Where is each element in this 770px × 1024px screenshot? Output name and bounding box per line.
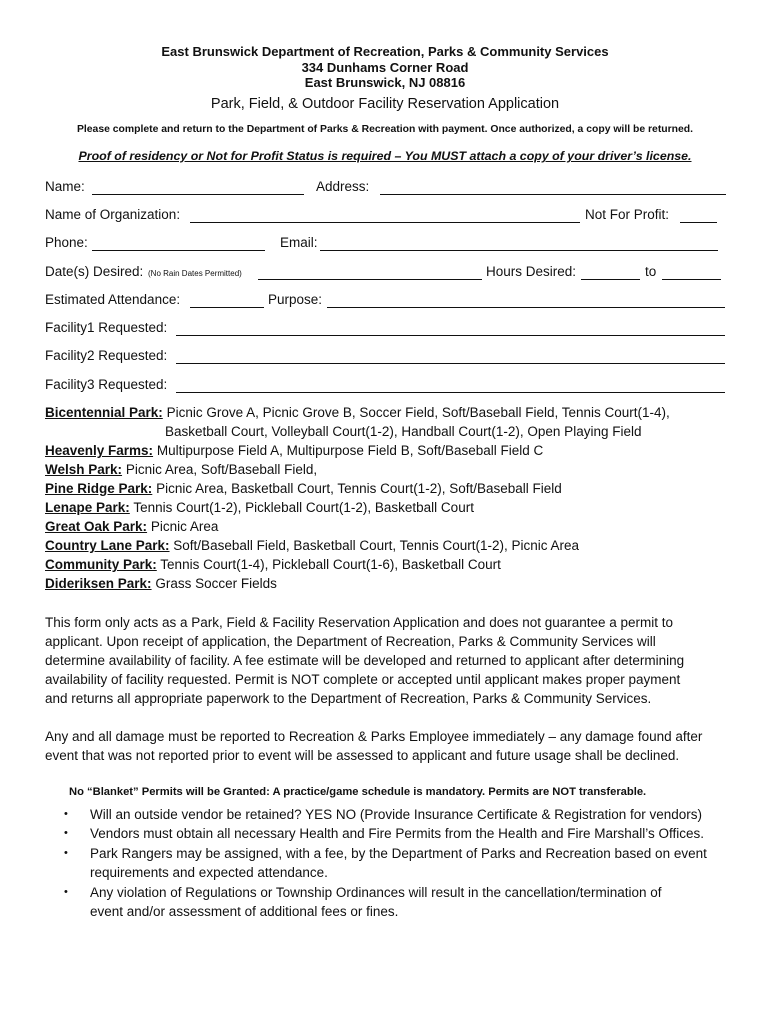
dates-note: (No Rain Dates Permitted): [148, 269, 242, 278]
facility3-field[interactable]: [176, 392, 725, 393]
park-name: Lenape Park:: [45, 500, 130, 515]
email-field[interactable]: [320, 250, 718, 251]
hours-end-field[interactable]: [662, 279, 721, 280]
hours-to-label: to: [645, 264, 657, 279]
list-item: [62, 883, 707, 922]
blanket-permit-notice: No “Blanket” Permits will be Granted: A practice/game schedule is mandatory. Permits are NOT transferable.: [69, 786, 647, 798]
park-entry-welsh: [45, 462, 317, 477]
facility1-field[interactable]: [176, 335, 725, 336]
bullet-text: Any violation of Regulations or Township Ordinances will result in the cancellation/termination of: [90, 884, 662, 900]
instructions: Please complete and return to the Department of Parks & Recreation with payment. Once authorized, a copy will be returned.: [76, 124, 694, 135]
residency-notice: Proof of residency or Not for Profit Status is required – You MUST attach a copy of your driver’s license.: [78, 149, 692, 163]
organization-label: Name of Organization:: [45, 207, 181, 222]
park-name: Country Lane Park:: [45, 538, 170, 553]
phone-field[interactable]: [92, 250, 265, 251]
dates-label: Date(s) Desired:: [45, 264, 144, 279]
hours-label: Hours Desired:: [486, 264, 577, 279]
name-label: Name:: [45, 179, 85, 194]
park-entry-community: [45, 557, 501, 572]
park-facilities: Picnic Area, Basketball Court, Tennis Court(1-2), Soft/Baseball Field: [156, 481, 562, 496]
park-facilities: Picnic Area, Soft/Baseball Field,: [125, 462, 318, 477]
attendance-field[interactable]: [190, 307, 264, 308]
list-item: [62, 824, 707, 843]
park-entry-pine-ridge: [45, 481, 562, 496]
park-facilities: Picnic Area: [150, 519, 219, 534]
park-facilities-continued: Basketball Court, Volleyball Court(1-2), Handball Court(1-2), Open Playing Field: [165, 424, 642, 439]
paragraph-line: Any and all damage must be reported to Recreation & Parks Employee immediately – any damage found after: [45, 729, 703, 744]
bullet-text-continued: requirements and expected attendance.: [90, 865, 328, 881]
disclaimer-paragraph: [45, 613, 684, 708]
park-entry-heavenly-farms: [45, 443, 543, 458]
hours-start-field[interactable]: [581, 279, 640, 280]
bullet-text-continued: event and/or assessment of additional fees or fines.: [90, 904, 399, 920]
org-name: East Brunswick Department of Recreation, Parks & Community Services: [161, 44, 609, 59]
park-name: Bicentennial Park:: [45, 405, 163, 420]
bullet-icon: •: [64, 827, 68, 840]
park-entry-great-oak: [45, 519, 218, 534]
park-facilities: Soft/Baseball Field, Basketball Court, Tennis Court(1-2), Picnic Area: [173, 538, 579, 553]
list-item: [62, 805, 707, 824]
bullet-icon: •: [64, 885, 68, 898]
not-for-profit-label: Not For Profit:: [585, 207, 670, 222]
address-label: Address:: [316, 179, 370, 194]
facility2-field[interactable]: [176, 363, 725, 364]
bullet-text: Vendors must obtain all necessary Health and Fire Permits from the Health and Fire Marshall’s Offices.: [90, 826, 705, 842]
paragraph-line: determine availability of facility. A fee estimate will be developed and returned to applicant after determining: [45, 653, 685, 668]
park-name: Dideriksen Park:: [45, 576, 152, 591]
purpose-field[interactable]: [327, 307, 725, 308]
park-name: Heavenly Farms:: [45, 443, 154, 458]
park-entry-dideriksen: [45, 576, 277, 591]
bullet-icon: •: [64, 846, 68, 859]
park-entry-country-lane: [45, 538, 579, 553]
organization-field[interactable]: [190, 222, 580, 223]
park-name: Community Park:: [45, 557, 157, 572]
facility1-label: Facility1 Requested:: [45, 320, 168, 335]
park-name: Pine Ridge Park:: [45, 481, 153, 496]
policy-bullet-list: [62, 805, 707, 921]
email-label: Email:: [280, 235, 318, 250]
attendance-label: Estimated Attendance:: [45, 292, 181, 307]
park-facilities: Grass Soccer Fields: [155, 576, 277, 591]
park-name: Welsh Park:: [45, 462, 123, 477]
phone-label: Phone:: [45, 235, 88, 250]
list-item: [62, 844, 707, 883]
bullet-text: Park Rangers may be assigned, with a fee, by the Department of Parks and Recreation based on event: [90, 845, 707, 861]
purpose-label: Purpose:: [268, 292, 323, 307]
park-entry-lenape: [45, 500, 474, 515]
dates-field[interactable]: [258, 279, 482, 280]
paragraph-line: and returns all appropriate paperwork to the Department of Recreation, Parks & Community Services.: [45, 691, 652, 706]
form-title: Park, Field, & Outdoor Facility Reservation Application: [210, 96, 560, 112]
org-address-line1: 334 Dunhams Corner Road: [301, 60, 469, 75]
paragraph-line: availability of facility requested. Permit is NOT complete or accepted until applicant makes proper payment: [45, 672, 681, 687]
bullet-text: Will an outside vendor be retained? YES NO (Provide Insurance Certificate & Registration for vendors): [90, 807, 703, 822]
bullet-icon: •: [64, 808, 68, 820]
paragraph-line: This form only acts as a Park, Field & Facility Reservation Application and does not guarantee a permit to: [45, 615, 674, 630]
not-for-profit-field[interactable]: [680, 222, 717, 223]
org-address-line2: East Brunswick, NJ 08816: [304, 75, 466, 90]
paragraph-line: event that was not reported prior to event will be assessed to applicant and future usage shall be declined.: [45, 748, 680, 763]
park-facilities: Multipurpose Field A, Multipurpose Field B, Soft/Baseball Field C: [156, 443, 544, 458]
facility2-label: Facility2 Requested:: [45, 348, 168, 363]
park-facilities: Tennis Court(1-4), Pickleball Court(1-6), Basketball Court: [160, 557, 501, 572]
park-entry-bicentennial: [45, 405, 670, 420]
address-field[interactable]: [380, 194, 726, 195]
facility3-label: Facility3 Requested:: [45, 377, 168, 392]
park-facilities: Picnic Grove A, Picnic Grove B, Soccer Field, Soft/Baseball Field, Tennis Court(1-4),: [166, 405, 670, 420]
name-field[interactable]: [92, 194, 304, 195]
park-name: Great Oak Park:: [45, 519, 148, 534]
park-facilities: Tennis Court(1-2), Pickleball Court(1-2), Basketball Court: [133, 500, 474, 515]
damage-paragraph: [45, 727, 702, 765]
paragraph-line: applicant. Upon receipt of application, the Department of Recreation, Parks & Community Services will: [45, 634, 656, 649]
